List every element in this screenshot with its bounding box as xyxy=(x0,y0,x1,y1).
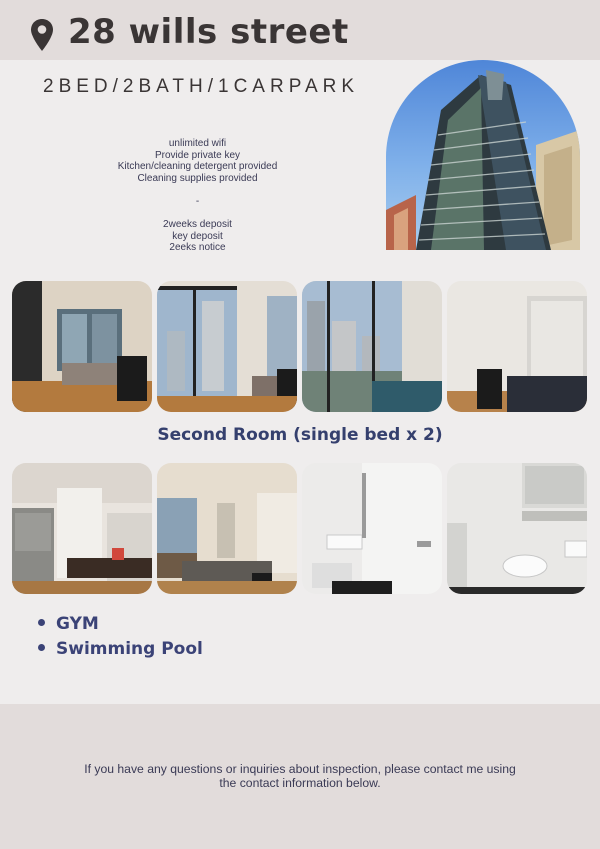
amenity-label: Swimming Pool xyxy=(56,639,203,659)
bedroom-photo-2 xyxy=(157,281,297,412)
second-room-heading: Second Room (single bed x 2) xyxy=(157,425,443,445)
amenity-item xyxy=(38,612,203,637)
detail-line: 2eeks notice xyxy=(169,242,226,254)
bullet-icon xyxy=(38,644,45,651)
detail-line: Cleaning supplies provided xyxy=(137,172,258,184)
bedroom-photo-1 xyxy=(12,281,152,412)
bullet-icon xyxy=(38,619,45,626)
detail-spacer xyxy=(90,184,305,196)
building-photo xyxy=(386,60,580,250)
detail-line: key deposit xyxy=(172,230,223,242)
amenity-item xyxy=(38,637,203,662)
detail-line: 2weeks deposit xyxy=(163,219,232,231)
details-list xyxy=(90,138,305,254)
contact-footer xyxy=(0,704,600,849)
contact-line: the contact information below. xyxy=(219,776,381,790)
detail-line: Kitchen/cleaning detergent provided xyxy=(117,161,278,173)
bedroom-photo-4 xyxy=(447,281,587,412)
bedroom-photo-3 xyxy=(302,281,442,412)
detail-line: Provide private key xyxy=(154,149,241,161)
bathroom-photo-1 xyxy=(302,463,442,594)
header-band xyxy=(0,0,600,60)
amenity-label: GYM xyxy=(56,614,99,634)
room-configuration: 2BED/2BATH/1CARPARK xyxy=(43,76,360,97)
detail-divider: - xyxy=(195,195,200,207)
detail-line: unlimited wifi xyxy=(168,138,227,149)
kitchen-photo xyxy=(12,463,152,594)
location-pin-icon xyxy=(30,18,54,52)
amenities-list xyxy=(38,612,203,662)
property-address-title: 28 wills street xyxy=(68,12,349,52)
detail-spacer xyxy=(90,208,305,220)
bathroom-photo-2 xyxy=(447,463,587,594)
contact-line: If you have any questions or inquiries about inspection, please contact me using xyxy=(84,762,516,776)
contact-text xyxy=(40,762,560,790)
living-dining-photo xyxy=(157,463,297,594)
